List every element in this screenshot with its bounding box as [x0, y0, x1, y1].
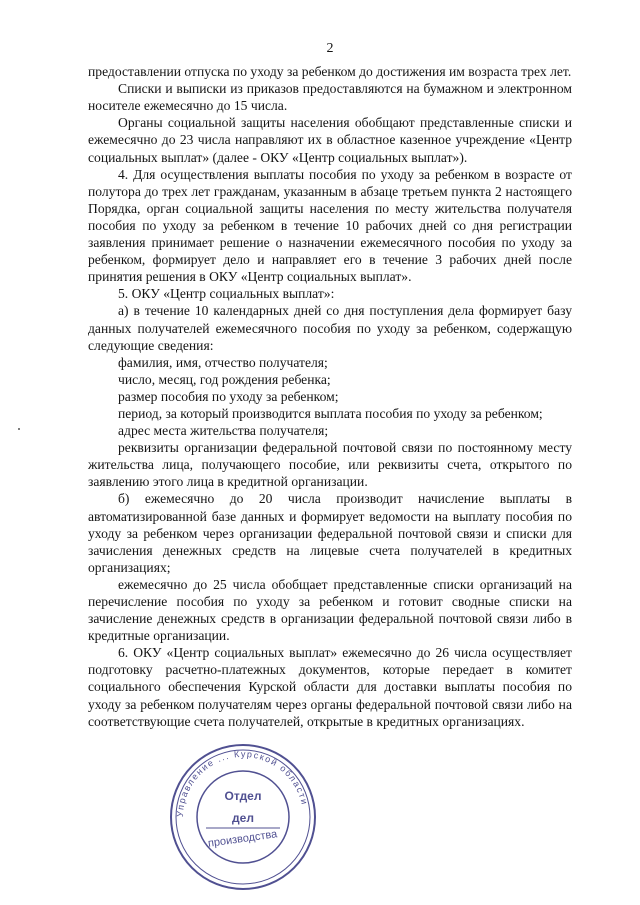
stamp-inner-bottom: производства [207, 828, 278, 850]
list-item-address: адрес места жительства получателя; [118, 423, 329, 439]
list-item-period: период, за который производится выплата пособия по уходу за ребенком; [118, 405, 543, 421]
paragraph-item-5a: а) в течение 10 календарных дней со дня поступления дела формирует базу данных получателей ежемесячного пособия по уходу за ребенком, содержащую следующие сведения: [88, 303, 572, 353]
page-number: 2 [326, 41, 334, 56]
stamp-outer-text: Управление ... Курской области [174, 748, 310, 818]
paragraph-social-protection: Органы социальной защиты населения обобщают представленные списки и ежемесячно до 23 числа направляют их в областное казенное учреждение «Центр социальных выплат» (далее - ОКУ «Центр социальных выплат»). [88, 115, 572, 165]
paragraph-item-5b: б) ежемесячно до 20 числа производит начисление выплаты в автоматизированной базе данных и формирует ведомости на выплату пособия по уходу за ребенком через организации федеральной почтовой связи и списки для зачисления денежных средств на лицевые счета получателей в кредитных организациях; [88, 491, 572, 575]
stamp-inner-mid: дел [232, 811, 254, 825]
paragraph-item-6: 6. ОКУ «Центр социальных выплат» ежемесячно до 26 числа осуществляет подготовку расчетно-платежных документов, которые передает в комитет социального обеспечения Курской области для доставки выплаты пособия по уходу за ребенком получателям через органы федеральной почтовой связи либо на соответствующие счета получателей, открытые в кредитных организациях. [88, 645, 572, 729]
paragraph-item-5: 5. ОКУ «Центр социальных выплат»: [118, 286, 335, 302]
document-page [88, 40, 572, 730]
svg-text:Управление ... Курской области [175, 749, 310, 817]
list-item-benefit-amount: размер пособия по уходу за ребенком; [118, 388, 339, 404]
list-item-requisites: реквизиты организации федеральной почтовой связи по постоянному месту жительства лица, получающего пособие, или реквизиты счета, открытого по заявлению этого лица в кредитной организации. [88, 440, 572, 490]
paragraph-monthly-25: ежемесячно до 25 числа обобщает представленные списки организаций на перечисление пособия по уходу за ребенком и готовит сводные списки на зачисление денежных средств в организации федеральной почтовой связи либо в кредитные организации. [88, 576, 572, 644]
stamp-inner-top: Отдел [224, 789, 262, 803]
paragraph-lists-extracts: Списки и выписки из приказов предоставляются на бумажном и электронном носителе ежемесячно до 15 числа. [88, 81, 572, 114]
paragraph-item-4: 4. Для осуществления выплаты пособия по уходу за ребенком в возрасте от полутора до трех лет гражданам, указанным в абзаце третьем пункта 2 настоящего Порядка, орган социальной защиты населения по месту жительства получателя пособия по уходу за ребенком в течение 10 рабочих дней со дня регистрации заявления принимает решение о назначении ежемесячного пособия по уходу за ребенком, формирует дело и направляет его в течение 3 рабочих дней после принятия решения в ОКУ «Центр социальных выплат». [88, 166, 572, 285]
scan-speck [18, 428, 20, 430]
official-stamp-seal [168, 742, 318, 892]
list-item-birth-date: число, месяц, год рождения ребенка; [118, 371, 331, 387]
list-item-full-name: фамилия, имя, отчество получателя; [118, 354, 328, 370]
paragraph-continuation: предоставлении отпуска по уходу за ребенком до достижения им возраста трех лет. [88, 64, 572, 80]
